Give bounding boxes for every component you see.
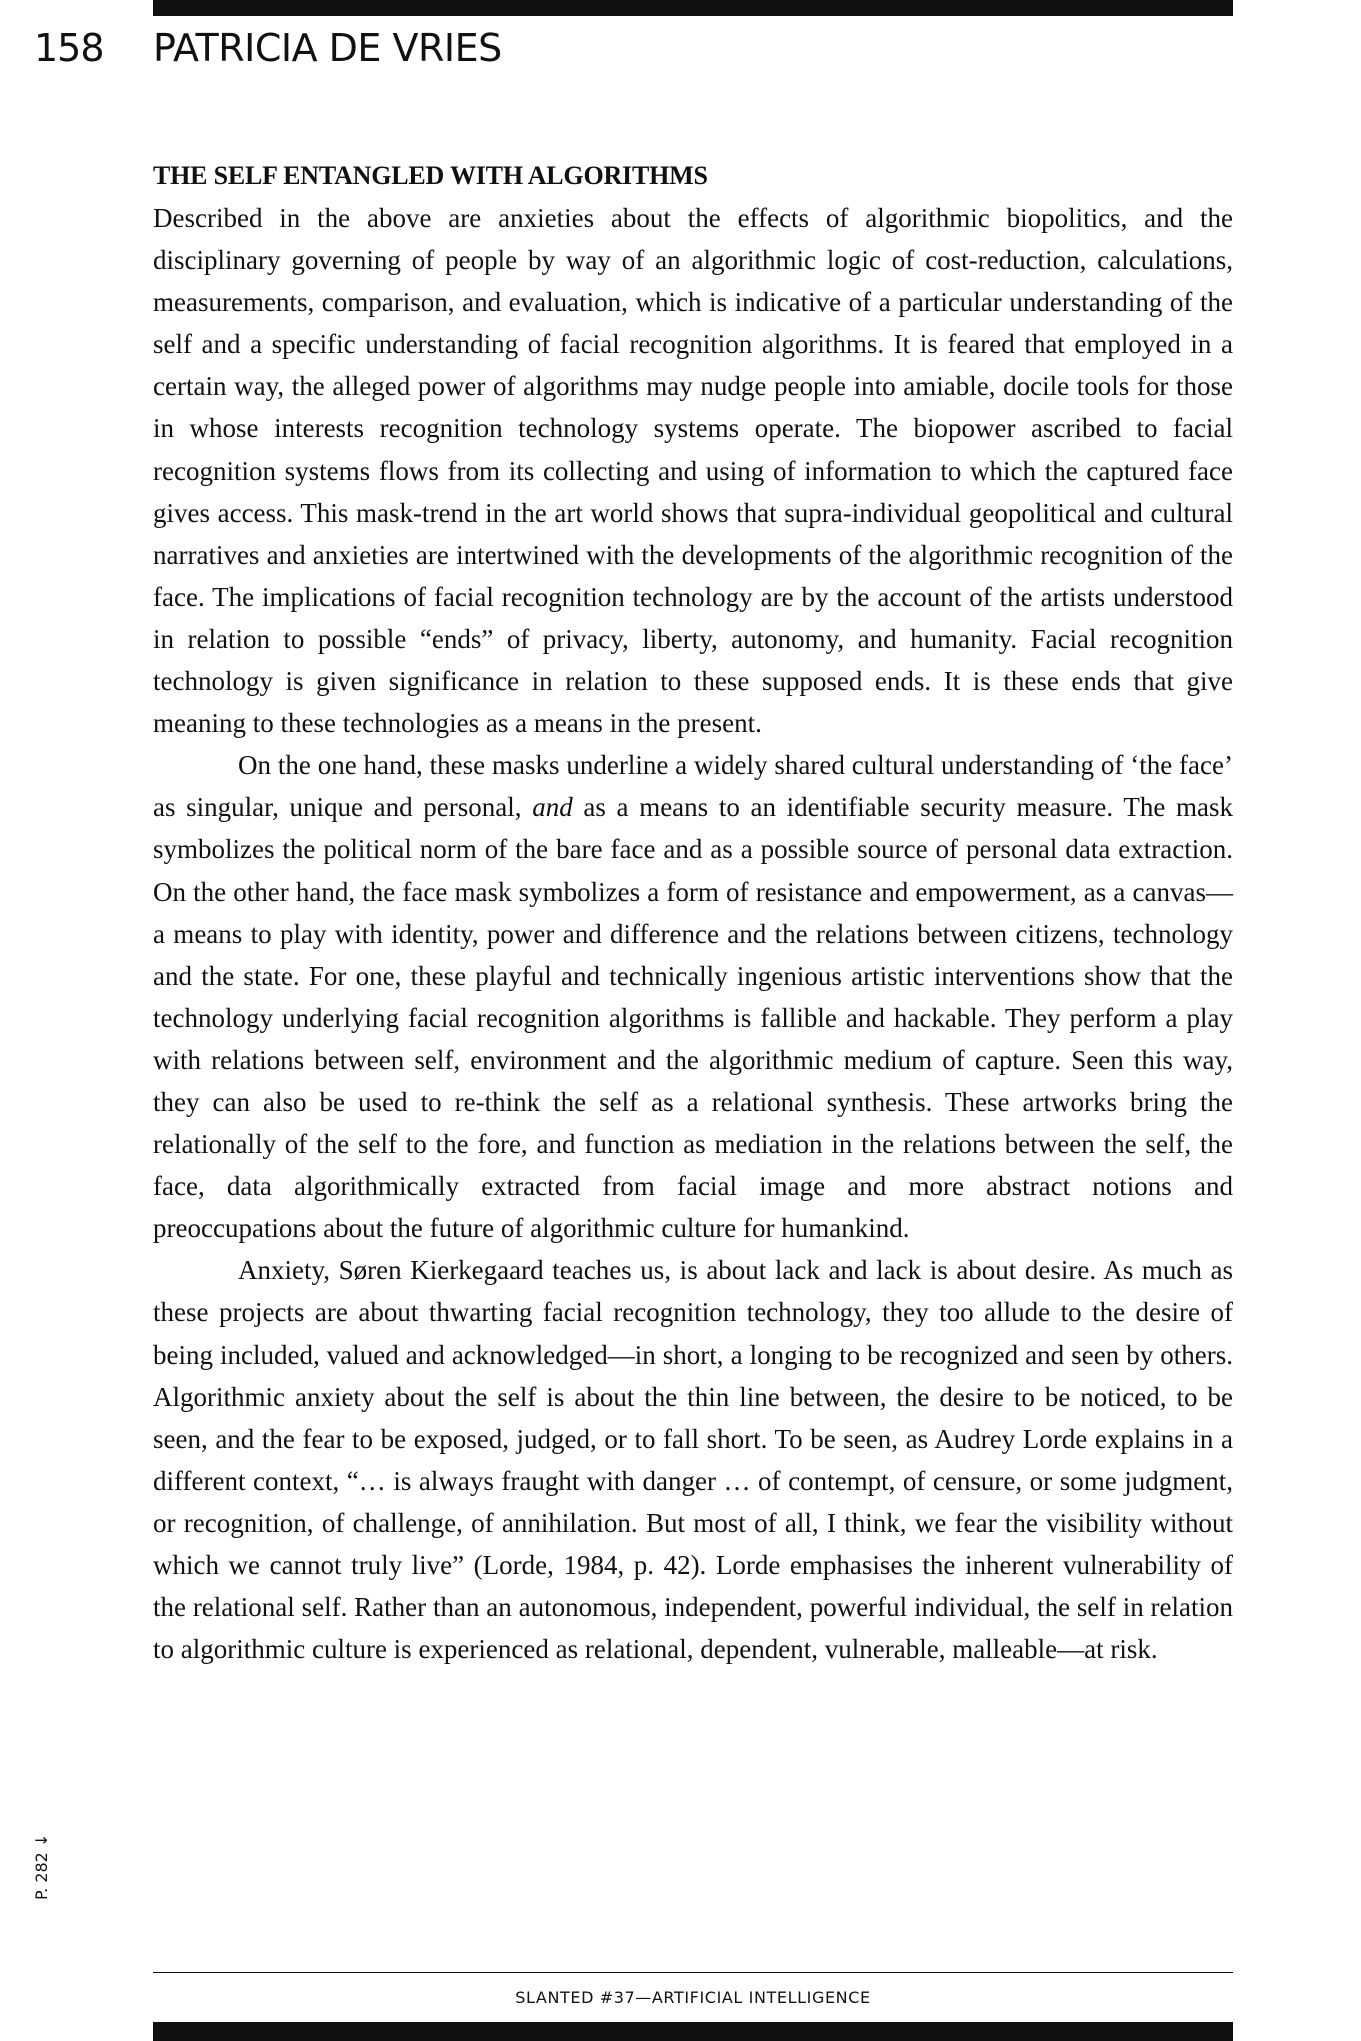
running-head: PATRICIA DE VRIES [153, 26, 502, 70]
paragraph-text: On the one hand, these masks underline a widely shared cultural understanding of ‘the face’ as singular, unique and personal, [153, 750, 1233, 823]
italic-emphasis: and [532, 792, 573, 823]
paragraph: Anxiety, Søren Kierkegaard teaches us, is about lack and lack is about desire. As much as these projects are about thwarting facial recognition technology, they too allude to the desire of being included, valued and acknowledged—in short, a longing to be recognized and seen by others. Algorithmic anxiety about the self is about the thin line between, the desire to be noticed, to be seen, and the fear to be exposed, judged, or to fall short. To be seen, as Audrey Lorde explains in a different context, “… is always fraught with danger … of contempt, of censure, or some judgment, or recognition, of challenge, of annihilation. But most of all, I think, we fear the visibility without which we cannot truly live” (Lorde, 1984, p. 42). Lorde emphasises the inherent vulnerability of the relational self. Rather than an autonomous, independent, powerful individual, the self in relation to algorithmic culture is experienced as relational, dependent, vulnerable, malleable—at risk. [153, 1255, 1233, 1665]
margin-page-reference: P. 282 ↓ [32, 1833, 51, 1900]
footer-divider [153, 1972, 1233, 1973]
footer-publication-title: SLANTED #37—ARTIFICIAL INTELLIGENCE [515, 1988, 871, 2007]
page-number: 158 [34, 26, 104, 70]
bottom-rule [153, 2022, 1233, 2041]
paragraph: Described in the above are anxieties about the effects of algorithmic biopolitics, and the disciplinary governing of people by way of an algorithmic logic of cost-reduction, calculations, measurements, comparison, and evaluation, which is indicative of a particular understanding of the self and a specific understanding of facial recognition algorithms. It is feared that employed in a certain way, the alleged power of algorithms may nudge people into amiable, docile tools for those in whose interests recognition technology systems operate. The biopower ascribed to facial recognition systems flows from its collecting and using of information to which the captured face gives access. This mask-trend in the art world shows that supra-individual geopolitical and cultural narratives and anxieties are intertwined with the developments of the algorithmic recognition of the face. The implications of facial recognition technology are by the account of the artists understood in relation to possible “ends” of privacy, liberty, autonomy, and humanity. Facial recognition technology is given significance in relation to these supposed ends. It is these ends that give meaning to these technologies as a means in the present. [153, 203, 1233, 739]
paragraph [153, 744, 1233, 1249]
section-heading: THE SELF ENTANGLED WITH ALGORITHMS [153, 161, 708, 190]
top-rule [153, 0, 1233, 16]
paragraph-text: as a means to an identifiable security measure. The mask symbolizes the political norm of the bare face and as a possible source of personal data extraction. On the other hand, the face mask symbolizes a form of resistance and empowerment, as a canvas—a means to play with identity, power and difference and the relations between citizens, technology and the state. For one, these playful and technically ingenious artistic interventions show that the technology underlying facial recognition algorithms is fallible and hackable. They perform a play with relations between self, environment and the algorithmic medium of capture. Seen this way, they can also be used to re-think the self as a relational synthesis. These artworks bring the relationally of the self to the fore, and function as mediation in the relations between the self, the face, data algorithmically extracted from facial image and more abstract notions and preoccupations about the future of algorithmic culture for humankind. [153, 792, 1233, 1244]
article-body [153, 155, 1233, 1670]
